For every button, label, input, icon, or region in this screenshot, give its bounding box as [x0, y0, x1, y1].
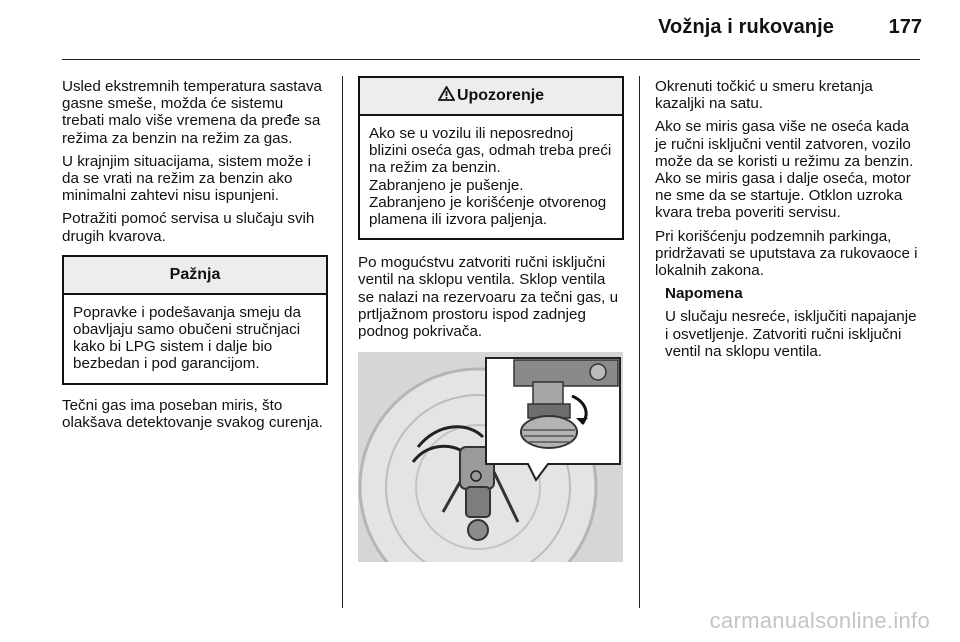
warning-title: Upozorenje: [456, 87, 545, 104]
column-3: [655, 78, 921, 366]
column-1: [62, 78, 328, 437]
column-divider-right: [639, 76, 640, 608]
paragraph: Po mogućstvu zatvoriti ručni isključni ventil na sklopu ventila. Sklop ventila se nalazi na rezervoaru za tečni gas, u prtljažnom prostoru ispod zadnjeg podnog pokrivača.: [358, 254, 619, 341]
note-text: U slučaju nesreće, isključiti napajanje i osvetljenje. Zatvoriti ručni isključni ventil na sklopu ventila.: [665, 308, 917, 360]
paragraph: Ako se miris gasa više ne oseća kada je ručni isključni ventil zatvoren, vozilo može da se koristi u režimu za benzin. Ako se miris gasa i dalje oseća, motor ne sme da se startuje. Otklon uzroka kvara treba poveriti servisu.: [655, 118, 914, 222]
paragraph: U krajnjim situacijama, sistem može i da se vrati na režim za benzin ako minimalni zahtevi nisu ispunjeni.: [62, 152, 311, 205]
valve-assembly-illustration: [358, 352, 623, 562]
column-divider-left: [342, 76, 343, 608]
note-title: Napomena: [665, 285, 743, 303]
notice-title: Pažnja: [64, 257, 326, 295]
warning-triangle-icon: [438, 79, 455, 115]
paragraph: Pri korišćenju podzemnih parkinga, pridržavati se uputstava za rukovaoce i lokalnih zakona.: [655, 227, 918, 280]
paragraph: Potražiti pomoć servisa u slučaju svih drugih kvarova.: [62, 210, 315, 245]
paragraph: Usled ekstremnih temperatura sastava gasne smeše, možda će sistemu trebati malo više vremena da pređe sa režima za benzin na režim za gas.: [62, 78, 322, 147]
page-number: 177: [888, 16, 922, 38]
page-header-title: Vožnja i rukovanje: [658, 16, 834, 38]
paragraph: Okrenuti točkić u smeru kretanja kazaljki na satu.: [655, 78, 873, 113]
notice-box: [62, 255, 328, 385]
note-block: [665, 285, 921, 360]
column-2: [358, 78, 624, 562]
warning-box: [358, 76, 624, 240]
warning-line: Ako se u vozilu ili neposrednoj blizini oseća gas, odmah treba preći na režim za benzin.: [369, 125, 612, 177]
header-rule: [62, 59, 920, 60]
notice-text: Popravke i podešavanja smeju da obavljaju samo obučeni stručnjaci kako bi LPG sistem i dalje bio bezbedan i pod garancijom.: [73, 303, 301, 373]
watermark: carmanualsonline.info: [709, 608, 930, 633]
warning-line: Zabranjeno je pušenje.: [369, 176, 524, 194]
warning-line: Zabranjeno je korišćenje otvorenog plamena ili izvora paljenja.: [369, 193, 607, 229]
warning-header: [360, 78, 622, 116]
paragraph: Tečni gas ima poseban miris, što olakšava detektovanje svakog curenja.: [62, 396, 323, 431]
